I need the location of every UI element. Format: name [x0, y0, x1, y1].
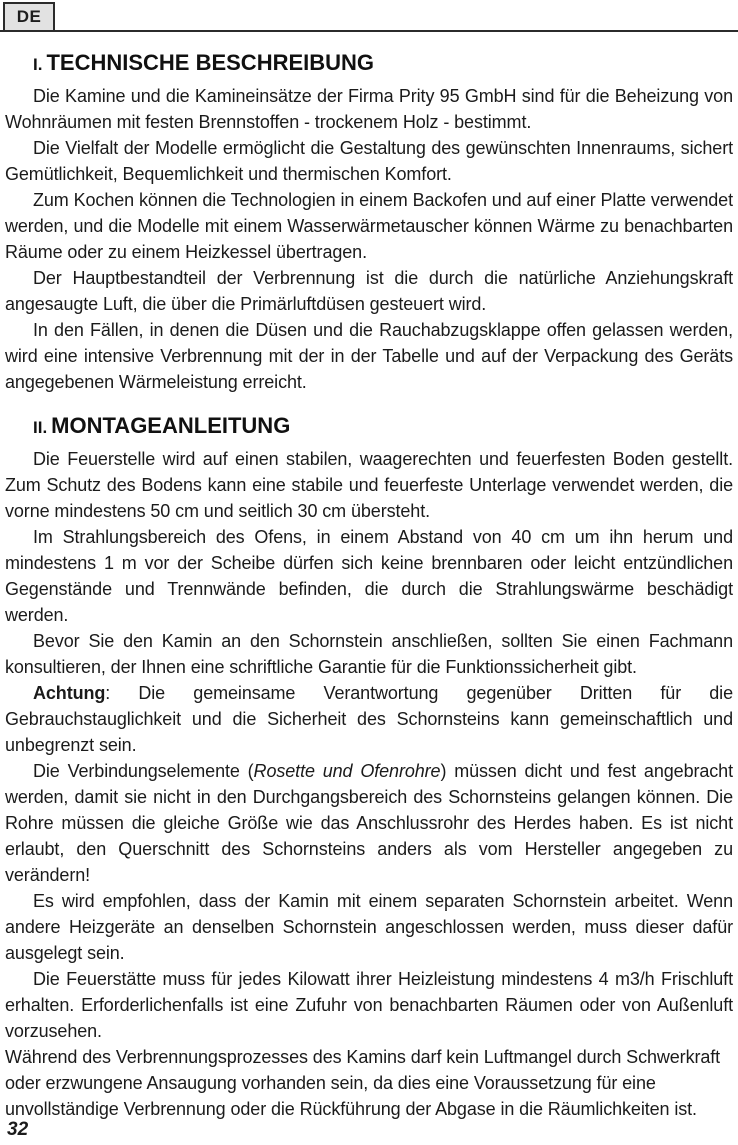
paragraph: Im Strahlungsbereich des Ofens, in einem Abstand von 40 cm um ihn herum und mindestens 1 m vor der Scheibe dürfen sich keine brennbaren oder leicht entzündlichen Gegenstände und Trennwände befinden, die durch die Strahlungswärme beschädigt werden.	[5, 527, 733, 626]
section-2-numeral: II.	[33, 418, 48, 438]
paragraph: Die Feuerstelle wird auf einen stabilen, waagerechten und feuerfesten Boden gestellt. Zum Schutz des Bodens kann eine stabile und feuerfeste Unterlage verwendet werden, die vorne mindestens 50 cm und seitlich 30 cm übersteht.	[5, 449, 733, 522]
page-number: 32	[7, 1119, 29, 1140]
section-1-title: TECHNISCHE BESCHREIBUNG	[46, 50, 375, 75]
section-1-heading	[5, 42, 733, 77]
page-header	[0, 0, 738, 32]
paragraph: Es wird empfohlen, dass der Kamin mit einem separaten Schornstein arbeitet. Wenn andere Heizgeräte an denselben Schornstein angeschlossen werden, muss dieser dafür ausgelegt sein.	[5, 891, 733, 964]
paragraph: Die Vielfalt der Modelle ermöglicht die Gestaltung des gewünschten Innenraums, sichert Gemütlichkeit, Bequemlichkeit und thermischen Komfort.	[5, 138, 733, 185]
paragraph: Bevor Sie den Kamin an den Schornstein anschließen, sollten Sie einen Fachmann konsultieren, der Ihnen eine schriftliche Garantie für die Funktionssicherheit gibt.	[5, 631, 733, 678]
section-1-numeral: I.	[33, 55, 43, 74]
section-2-title: MONTAGEANLEITUNG	[51, 413, 291, 439]
paragraph-achtung	[5, 680, 733, 758]
language-tab-label: DE	[16, 7, 42, 26]
document-body	[0, 42, 738, 1122]
verbindung-text-post: ) müssen dicht und fest angebracht werden, damit sie nicht in den Durchgangsbereich des Schornsteins gelangen können. Die Rohre müssen die gleiche Größe wie das Anschlussrohr des Herdes haben. Es ist nicht erlaubt, den Querschnitt des Schornsteins anders als vom Hersteller angegeben zu verändern!	[5, 761, 733, 886]
paragraph: Der Hauptbestandteil der Verbrennung ist die durch die natürliche Anziehungskraft angesaugte Luft, die über die Primärluftdüsen gesteuert wird.	[5, 268, 733, 315]
section-2-heading	[5, 405, 733, 440]
achtung-text: : Die gemeinsame Verantwortung gegenüber Dritten für die Gebrauchstauglichkeit und die Sicherheit des Schornsteins kann gemeinschaftlich und unbegrenzt sein.	[5, 683, 733, 756]
achtung-label: Achtung	[33, 683, 106, 704]
language-tab	[3, 2, 55, 32]
paragraph: Die Feuerstätte muss für jedes Kilowatt ihrer Heizleistung mindestens 4 m3/h Frischluft erhalten. Erforderlichenfalls ist eine Zufuhr von benachbarten Räumen oder von Außenluft vorzusehen.	[5, 969, 733, 1042]
verbindung-text-italic: Rosette und Ofenrohre	[253, 761, 441, 782]
paragraph-verbindungselemente	[5, 758, 733, 888]
paragraph: Die Kamine und die Kamineinsätze der Firma Prity 95 GmbH sind für die Beheizung von Wohnräumen mit festen Brennstoffen - trockenem Holz - bestimmt.	[5, 86, 733, 133]
paragraph: Während des Verbrennungsprozesses des Kamins darf kein Luftmangel durch Schwerkraft oder erzwungene Ansaugung vorhanden sein, da dies eine Voraussetzung für eine unvollständige Verbrennung oder die Rückführung der Abgase in die Räumlichkeiten ist.	[5, 1047, 721, 1120]
paragraph: Zum Kochen können die Technologien in einem Backofen und auf einer Platte verwendet werden, und die Modelle mit einem Wasserwärmetauscher können Wärme zu benachbarten Räume oder zu einem Heizkessel übertragen.	[5, 190, 733, 263]
verbindung-text-pre: Die Verbindungselemente (	[33, 761, 254, 782]
paragraph: In den Fällen, in denen die Düsen und die Rauchabzugsklappe offen gelassen werden, wird eine intensive Verbrennung mit der in der Tabelle und auf der Verpackung des Geräts angegebenen Wärmeleistung erreicht.	[5, 320, 733, 393]
